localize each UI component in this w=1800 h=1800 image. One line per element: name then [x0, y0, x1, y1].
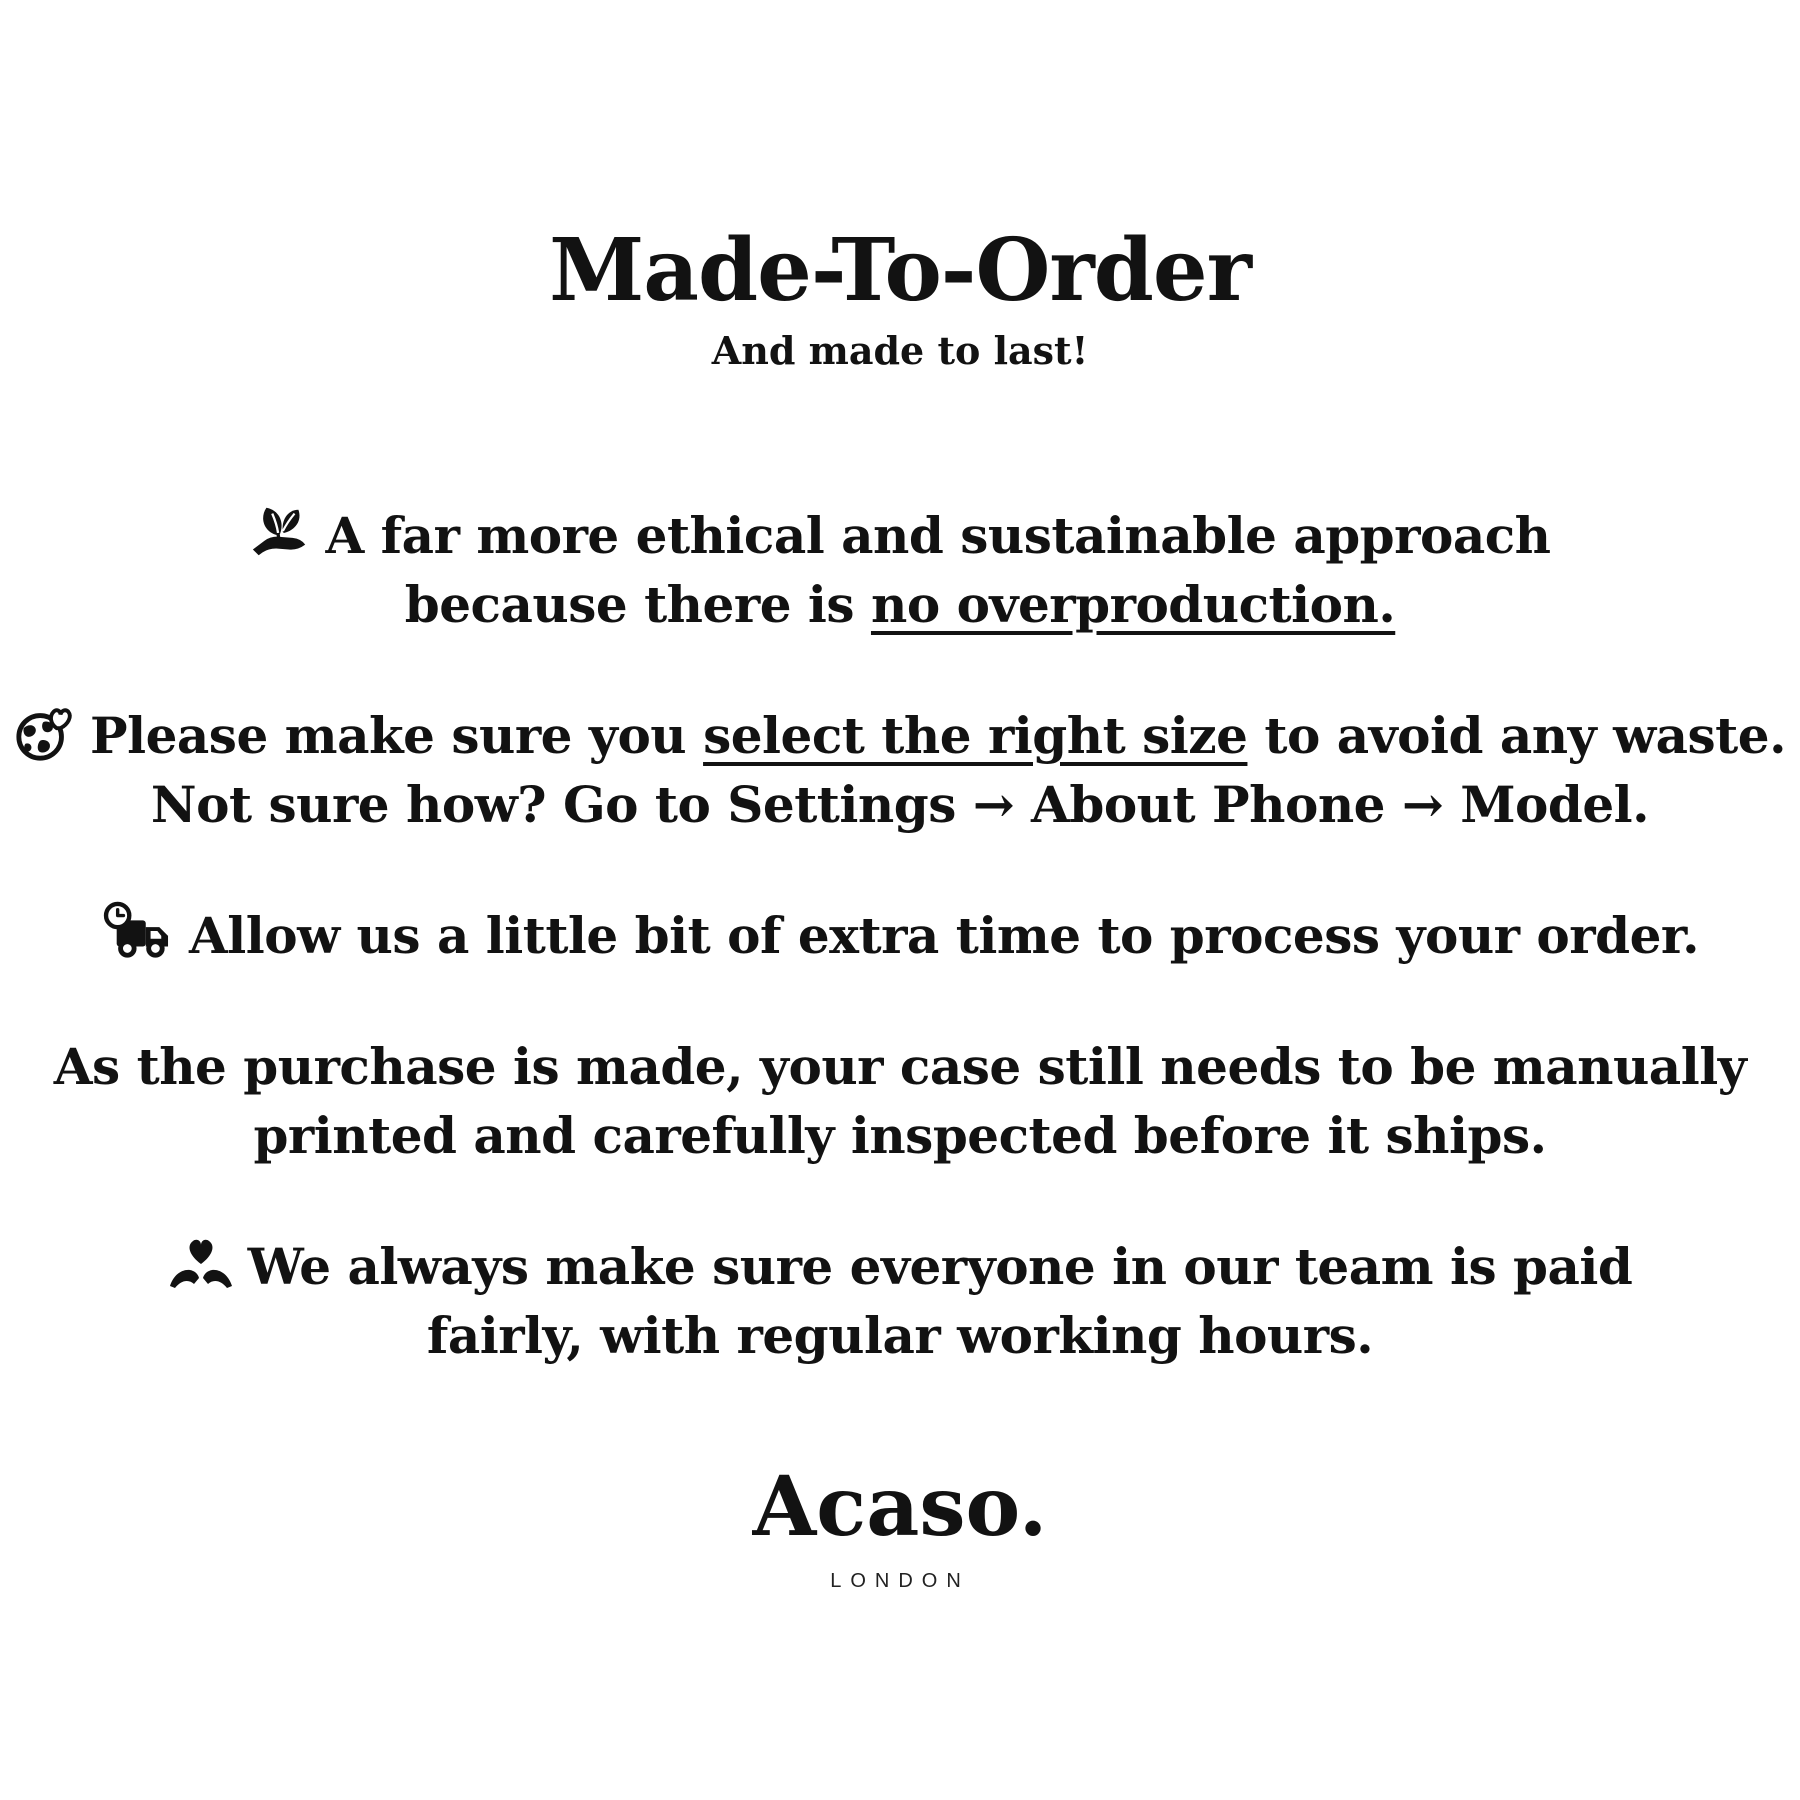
- paragraph-processing: [0, 901, 1800, 970]
- page-title: Made-To-Order: [549, 220, 1251, 321]
- underlined-no-overproduction: no overproduction.: [870, 575, 1396, 634]
- paragraph-ethical-line1: A far more ethical and sustainable approach: [0, 501, 1800, 570]
- truck-clock-icon: [101, 901, 175, 963]
- paragraph-ethical-line2: because there is no overproduction.: [404, 575, 1396, 634]
- paragraph-size: [0, 701, 1800, 839]
- paragraph-manual-line2: printed and carefully inspected before it ships.: [253, 1106, 1547, 1165]
- brand-city: LONDON: [830, 1570, 970, 1592]
- underlined-select-right-size: select the right size: [703, 706, 1248, 765]
- globe-heart-icon: [14, 701, 76, 763]
- paragraph-fair-pay-line2: fairly, with regular working hours.: [426, 1306, 1374, 1365]
- paragraph-processing-line1: Allow us a little bit of extra time to process your order.: [0, 901, 1800, 970]
- paragraph-fair-pay: [0, 1232, 1800, 1370]
- paragraph-size-line1: Please make sure you select the right size to avoid any waste.: [0, 701, 1800, 770]
- paragraph-size-line2: Not sure how? Go to Settings → About Phone → Model.: [150, 775, 1650, 834]
- paragraph-manual: [0, 1032, 1800, 1170]
- sprout-in-hand-icon: [249, 501, 311, 563]
- page-subtitle: And made to last!: [711, 328, 1089, 373]
- paragraph-fair-pay-line1: We always make sure everyone in our team is paid: [0, 1232, 1800, 1301]
- footer: [0, 1459, 1800, 1593]
- header: [0, 0, 1800, 373]
- hands-holding-heart-icon: [168, 1234, 234, 1294]
- body-copy: [0, 501, 1800, 1370]
- brand-logo: Acaso.: [752, 1459, 1048, 1555]
- paragraph-manual-line1: As the purchase is made, your case still needs to be manually: [53, 1037, 1747, 1096]
- paragraph-ethical: [0, 501, 1800, 639]
